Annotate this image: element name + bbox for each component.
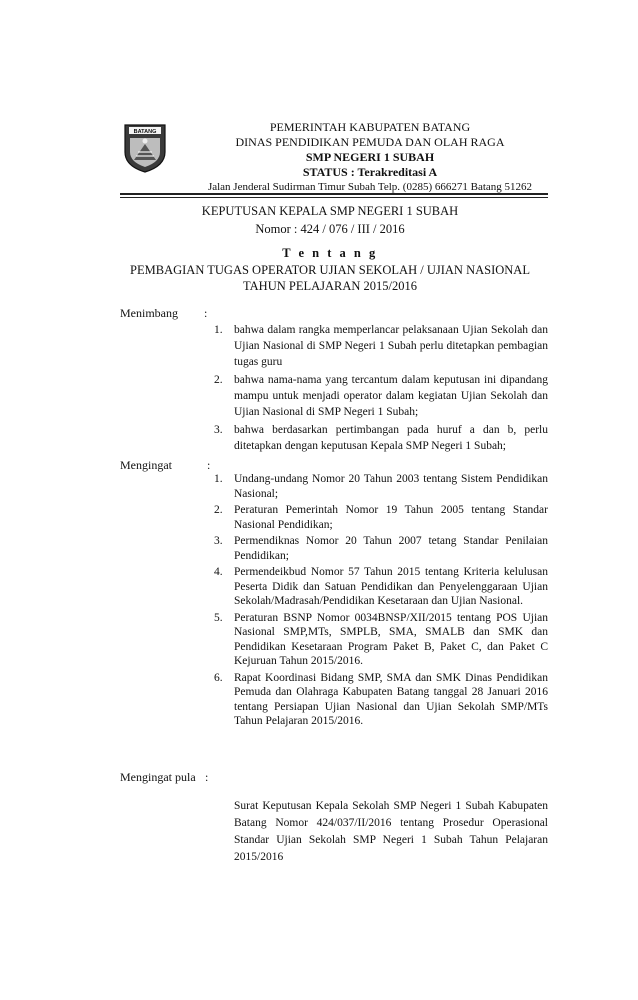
mengingat-label: Mengingat	[120, 458, 172, 472]
list-item: 3. bahwa berdasarkan pertimbangan pada huruf a dan b, perlu ditetapkan dengan keputusan Kepala SMP Negeri 1 Subah;	[214, 424, 548, 452]
decree-subject-year: TAHUN PELAJARAN 2015/2016	[243, 279, 417, 293]
decree-title: KEPUTUSAN KEPALA SMP NEGERI 1 SUBAH	[201, 204, 459, 218]
menimbang-list	[214, 322, 548, 456]
list-item: 2. bahwa nama-nama yang tercantum dalam keputusan ini dipandang mampu untuk menjadi operator dalam kegiatan Ujian Sekolah dan Ujian Nasional di SMP Negeri 1 Subah;	[214, 374, 548, 418]
about-heading: T e n t a n g	[282, 246, 378, 260]
list-item: 3. Permendiknas Nomor 20 Tahun 2007 tetang Standar Penilaian Pendidikan;	[214, 535, 548, 562]
decree-subject: PEMBAGIAN TUGAS OPERATOR UJIAN SEKOLAH / UJIAN NASIONAL	[130, 263, 530, 277]
mengingat-list	[214, 472, 548, 731]
menimbang-colon: :	[204, 306, 208, 320]
letterhead-divider	[120, 193, 548, 195]
decree-number: Nomor : 424 / 076 / III / 2016	[255, 222, 405, 236]
letterhead	[160, 120, 580, 195]
list-item: 1. Undang-undang Nomor 20 Tahun 2003 tentang Sistem Pendidikan Nasional;	[214, 473, 548, 500]
list-item: 1. bahwa dalam rangka memperlancar pelaksanaan Ujian Sekolah dan Ujian Nasional di SMP Negeri 1 Subah perlu ditetapkan pembagian tugas guru	[214, 324, 548, 368]
mengingat-colon: :	[207, 458, 211, 472]
mengingat-pula-colon: :	[205, 770, 209, 784]
mengingat-pula-label: Mengingat pula	[120, 770, 196, 784]
school-address: Jalan Jenderal Sudirman Timur Subah Telp. (0285) 666271 Batang 51262	[207, 181, 533, 193]
school-name: SMP NEGERI 1 SUBAH	[305, 150, 435, 164]
accreditation-status: STATUS : Terakreditasi A	[302, 165, 438, 179]
list-item: 5. Peraturan BSNP Nomor 0034BNSP/XII/2015 tentang POS Ujian Nasional SMP,MTs, SMPLB, SMA, SMALB dan SMK dan Pendidikan Kesetaraan Program Paket B, Paket C, dan Paket C Kejuruan Tahun 2015/2016.	[214, 611, 548, 667]
agency-name: DINAS PENDIDIKAN PEMUDA DAN OLAH RAGA	[235, 135, 505, 149]
government-name: PEMERINTAH KABUPATEN BATANG	[269, 120, 471, 134]
menimbang-label: Menimbang	[120, 306, 178, 320]
list-item: 6. Rapat Koordinasi Bidang SMP, SMA dan SMK Dinas Pendidikan Pemuda dan Olahraga Kabupaten Batang tanggal 28 Januari 2016 tentang Persiapan Ujian Nasional dan Ujian Sekolah SMP/MTs Tahun Pelajaran 2015/2016.	[214, 671, 548, 727]
list-item: 4. Permendeikbud Nomor 57 Tahun 2015 tentang Kriteria kelulusan Peserta Didik dan Satuan Pendidikan dan Penyelenggaraan Ujian Sekolah/Madrasah/Pendidikan Kesetaraan dan Ujian Nasional.	[214, 566, 548, 607]
list-item: 2. Peraturan Pemerintah Nomor 19 Tahun 2005 tentang Standar Nasional Pendidikan;	[214, 504, 548, 531]
mengingat-pula-text: Surat Keputusan Kepala Sekolah SMP Negeri 1 Subah Kabupaten Batang Nomor 424/037/II/2016 tentang Prosedur Operasional Standar Ujian Sekolah SMP Negeri 1 Subah Tahun Pelajaran 2015/2016	[234, 800, 548, 863]
svg-text:BATANG: BATANG	[133, 128, 157, 135]
letterhead-divider-thin	[120, 197, 548, 198]
